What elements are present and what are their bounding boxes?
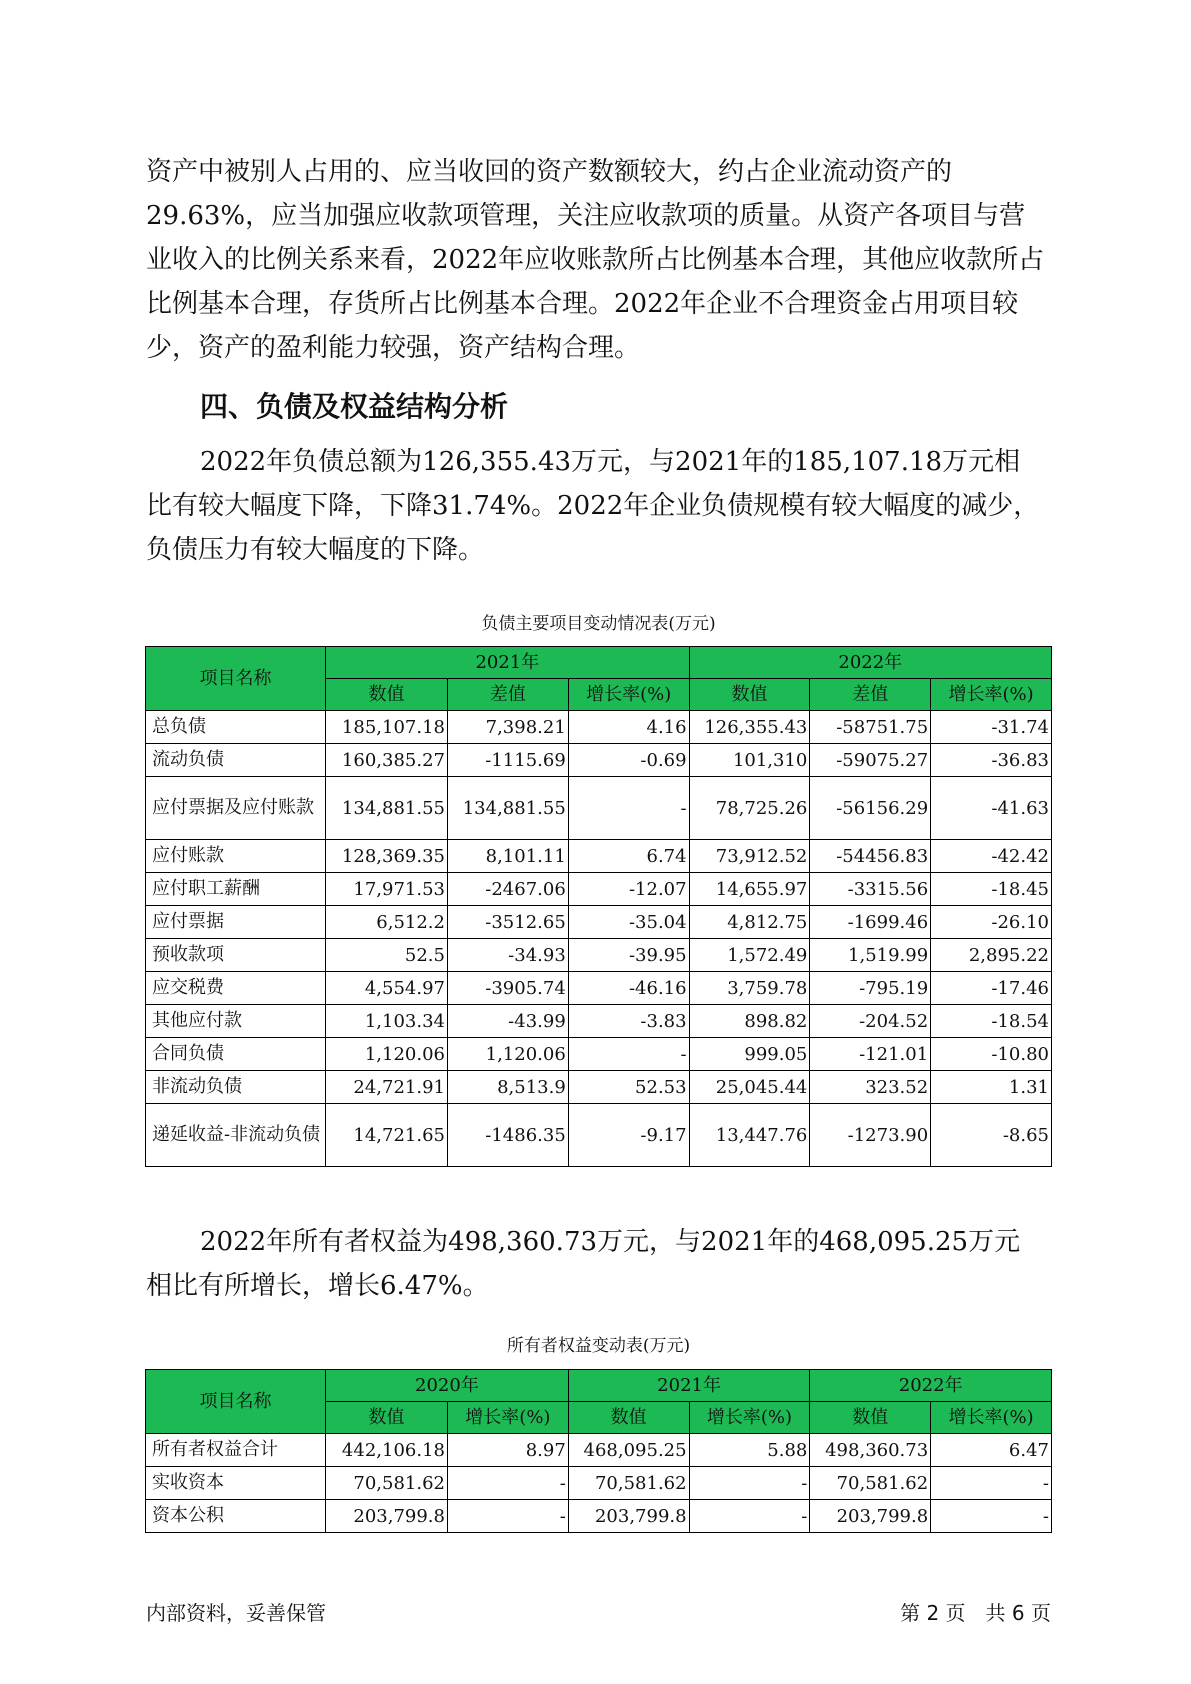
cell-growth: -10.80 bbox=[931, 1038, 1052, 1071]
table-row bbox=[146, 1434, 1052, 1467]
cell-value: 6,512.2 bbox=[326, 906, 448, 939]
cell-value: 1,572.49 bbox=[689, 939, 810, 972]
header-growth: 增长率(%) bbox=[931, 1402, 1052, 1434]
header-year-2022: 2022年 bbox=[810, 1370, 1052, 1402]
header-item-name: 项目名称 bbox=[146, 647, 326, 711]
header-year-2022: 2022年 bbox=[689, 647, 1051, 679]
header-value: 数值 bbox=[689, 679, 810, 711]
row-label: 实收资本 bbox=[146, 1467, 326, 1500]
table-row bbox=[146, 1500, 1052, 1533]
cell-value: 14,655.97 bbox=[689, 873, 810, 906]
cell-diff: 1,120.06 bbox=[447, 1038, 568, 1071]
cell-growth: - bbox=[931, 1500, 1052, 1533]
table-row bbox=[146, 744, 1052, 777]
cell-diff: 7,398.21 bbox=[447, 711, 568, 744]
row-label: 所有者权益合计 bbox=[146, 1434, 326, 1467]
cell-diff: -795.19 bbox=[810, 972, 931, 1005]
cell-growth: -42.42 bbox=[931, 840, 1052, 873]
cell-diff: -43.99 bbox=[447, 1005, 568, 1038]
row-label: 其他应付款 bbox=[146, 1005, 326, 1038]
cell-value: 14,721.65 bbox=[326, 1104, 448, 1167]
cell-value: 126,355.43 bbox=[689, 711, 810, 744]
cell-growth: -3.83 bbox=[568, 1005, 689, 1038]
cell-growth: -26.10 bbox=[931, 906, 1052, 939]
row-label: 非流动负债 bbox=[146, 1071, 326, 1104]
cell-growth: -8.65 bbox=[931, 1104, 1052, 1167]
cell-growth: -36.83 bbox=[931, 744, 1052, 777]
cell-value: 898.82 bbox=[689, 1005, 810, 1038]
row-label: 递延收益-非流动负债 bbox=[146, 1104, 326, 1167]
header-growth: 增长率(%) bbox=[568, 679, 689, 711]
cell-diff: -34.93 bbox=[447, 939, 568, 972]
cell-growth: 6.74 bbox=[568, 840, 689, 873]
cell-diff: 134,881.55 bbox=[447, 777, 568, 840]
cell-value: 101,310 bbox=[689, 744, 810, 777]
table-row bbox=[146, 873, 1052, 906]
cell-diff: -54456.83 bbox=[810, 840, 931, 873]
body-paragraph-equity: 2022年所有者权益为498,360.73万元，与2021年的468,095.25万元相比有所增长，增长6.47%。 bbox=[146, 1227, 1021, 1301]
cell-diff: -204.52 bbox=[810, 1005, 931, 1038]
cell-value: 185,107.18 bbox=[326, 711, 448, 744]
cell-diff: 1,519.99 bbox=[810, 939, 931, 972]
cell-value: 13,447.76 bbox=[689, 1104, 810, 1167]
header-value: 数值 bbox=[326, 679, 448, 711]
cell-growth: 2,895.22 bbox=[931, 939, 1052, 972]
cell-value: 4,554.97 bbox=[326, 972, 448, 1005]
cell-diff: 8,513.9 bbox=[447, 1071, 568, 1104]
table-row bbox=[146, 1005, 1052, 1038]
cell-value: 468,095.25 bbox=[568, 1434, 689, 1467]
table-row bbox=[146, 939, 1052, 972]
header-value: 数值 bbox=[568, 1402, 689, 1434]
cell-growth: 8.97 bbox=[447, 1434, 568, 1467]
row-label: 总负债 bbox=[146, 711, 326, 744]
cell-growth: - bbox=[568, 777, 689, 840]
row-label: 应付票据 bbox=[146, 906, 326, 939]
cell-growth: 4.16 bbox=[568, 711, 689, 744]
row-label: 流动负债 bbox=[146, 744, 326, 777]
cell-diff: -1273.90 bbox=[810, 1104, 931, 1167]
cell-growth: -39.95 bbox=[568, 939, 689, 972]
cell-diff: 323.52 bbox=[810, 1071, 931, 1104]
cell-growth: 52.53 bbox=[568, 1071, 689, 1104]
cell-value: 1,120.06 bbox=[326, 1038, 448, 1071]
header-growth: 增长率(%) bbox=[447, 1402, 568, 1434]
cell-value: 1,103.34 bbox=[326, 1005, 448, 1038]
cell-growth: - bbox=[931, 1467, 1052, 1500]
cell-diff: -59075.27 bbox=[810, 744, 931, 777]
table-row bbox=[146, 1467, 1052, 1500]
cell-value: 498,360.73 bbox=[810, 1434, 931, 1467]
cell-value: 3,759.78 bbox=[689, 972, 810, 1005]
cell-growth: -9.17 bbox=[568, 1104, 689, 1167]
cell-value: 160,385.27 bbox=[326, 744, 448, 777]
cell-diff: -1699.46 bbox=[810, 906, 931, 939]
header-year-2020: 2020年 bbox=[326, 1370, 569, 1402]
cell-value: 203,799.8 bbox=[568, 1500, 689, 1533]
header-growth: 增长率(%) bbox=[931, 679, 1052, 711]
table-row bbox=[146, 1104, 1052, 1167]
cell-growth: - bbox=[447, 1467, 568, 1500]
header-growth: 增长率(%) bbox=[689, 1402, 810, 1434]
header-value: 数值 bbox=[810, 1402, 931, 1434]
table-row bbox=[146, 711, 1052, 744]
equity-table-caption: 所有者权益变动表(万元) bbox=[506, 1336, 691, 1356]
cell-growth: -0.69 bbox=[568, 744, 689, 777]
cell-growth: 6.47 bbox=[931, 1434, 1052, 1467]
cell-value: 70,581.62 bbox=[810, 1467, 931, 1500]
section-heading: 四、负债及权益结构分析 bbox=[200, 390, 509, 423]
row-label: 应付票据及应付账款 bbox=[146, 777, 326, 840]
footer-confidential-note: 内部资料，妥善保管 bbox=[146, 1601, 326, 1625]
cell-value: 999.05 bbox=[689, 1038, 810, 1071]
header-value: 数值 bbox=[326, 1402, 448, 1434]
cell-growth: - bbox=[689, 1467, 810, 1500]
row-label: 应交税费 bbox=[146, 972, 326, 1005]
cell-growth: -18.54 bbox=[931, 1005, 1052, 1038]
cell-growth: -46.16 bbox=[568, 972, 689, 1005]
cell-growth: -12.07 bbox=[568, 873, 689, 906]
cell-value: 25,045.44 bbox=[689, 1071, 810, 1104]
row-label: 应付职工薪酬 bbox=[146, 873, 326, 906]
table-row bbox=[146, 1038, 1052, 1071]
cell-value: 134,881.55 bbox=[326, 777, 448, 840]
cell-diff: -3905.74 bbox=[447, 972, 568, 1005]
cell-value: 203,799.8 bbox=[326, 1500, 448, 1533]
body-paragraph-assets: 资产中被别人占用的、应当收回的资产数额较大，约占企业流动资产的29.63%，应当加强应收款项管理，关注应收款项的质量。从资产各项目与营业收入的比例关系来看，2022年应收账款所占比例基本合理，其他应收款所占比例基本合理，存货所占比例基本合理。2022年企业不合理资金占用项目较少，资产的盈利能力较强，资产结构合理。 bbox=[146, 157, 1045, 363]
liability-table bbox=[145, 646, 1052, 1167]
cell-value: 442,106.18 bbox=[326, 1434, 448, 1467]
cell-value: 128,369.35 bbox=[326, 840, 448, 873]
cell-diff: -1486.35 bbox=[447, 1104, 568, 1167]
header-year-2021: 2021年 bbox=[326, 647, 689, 679]
table-row bbox=[146, 906, 1052, 939]
header-item-name: 项目名称 bbox=[146, 1370, 326, 1434]
row-label: 应付账款 bbox=[146, 840, 326, 873]
cell-growth: -35.04 bbox=[568, 906, 689, 939]
cell-growth: -17.46 bbox=[931, 972, 1052, 1005]
cell-value: 78,725.26 bbox=[689, 777, 810, 840]
cell-growth: - bbox=[689, 1500, 810, 1533]
cell-growth: -31.74 bbox=[931, 711, 1052, 744]
equity-table bbox=[145, 1369, 1052, 1533]
cell-value: 24,721.91 bbox=[326, 1071, 448, 1104]
table-row bbox=[146, 840, 1052, 873]
cell-value: 52.5 bbox=[326, 939, 448, 972]
cell-diff: 8,101.11 bbox=[447, 840, 568, 873]
cell-diff: -56156.29 bbox=[810, 777, 931, 840]
cell-value: 73,912.52 bbox=[689, 840, 810, 873]
cell-growth: 5.88 bbox=[689, 1434, 810, 1467]
cell-value: 17,971.53 bbox=[326, 873, 448, 906]
cell-growth: - bbox=[447, 1500, 568, 1533]
liability-table-caption: 负债主要项目变动情况表(万元) bbox=[481, 614, 716, 634]
header-year-2021: 2021年 bbox=[568, 1370, 810, 1402]
table-row bbox=[146, 972, 1052, 1005]
header-diff: 差值 bbox=[810, 679, 931, 711]
footer-page-number: 第 2 页 共 6 页 bbox=[900, 1601, 1051, 1625]
cell-growth: -18.45 bbox=[931, 873, 1052, 906]
cell-value: 70,581.62 bbox=[568, 1467, 689, 1500]
cell-diff: -1115.69 bbox=[447, 744, 568, 777]
body-paragraph-liabilities: 2022年负债总额为126,355.43万元，与2021年的185,107.18万元相比有较大幅度下降，下降31.74%。2022年企业负债规模有较大幅度的减少，负债压力有较大幅度的下降。 bbox=[146, 447, 1040, 565]
header-diff: 差值 bbox=[447, 679, 568, 711]
row-label: 预收款项 bbox=[146, 939, 326, 972]
cell-growth: - bbox=[568, 1038, 689, 1071]
cell-growth: -41.63 bbox=[931, 777, 1052, 840]
cell-diff: -3315.56 bbox=[810, 873, 931, 906]
table-row bbox=[146, 1071, 1052, 1104]
row-label: 资本公积 bbox=[146, 1500, 326, 1533]
cell-value: 203,799.8 bbox=[810, 1500, 931, 1533]
row-label: 合同负债 bbox=[146, 1038, 326, 1071]
cell-diff: -2467.06 bbox=[447, 873, 568, 906]
cell-diff: -121.01 bbox=[810, 1038, 931, 1071]
cell-diff: -58751.75 bbox=[810, 711, 931, 744]
cell-growth: 1.31 bbox=[931, 1071, 1052, 1104]
cell-value: 70,581.62 bbox=[326, 1467, 448, 1500]
cell-diff: -3512.65 bbox=[447, 906, 568, 939]
table-row bbox=[146, 777, 1052, 840]
cell-value: 4,812.75 bbox=[689, 906, 810, 939]
